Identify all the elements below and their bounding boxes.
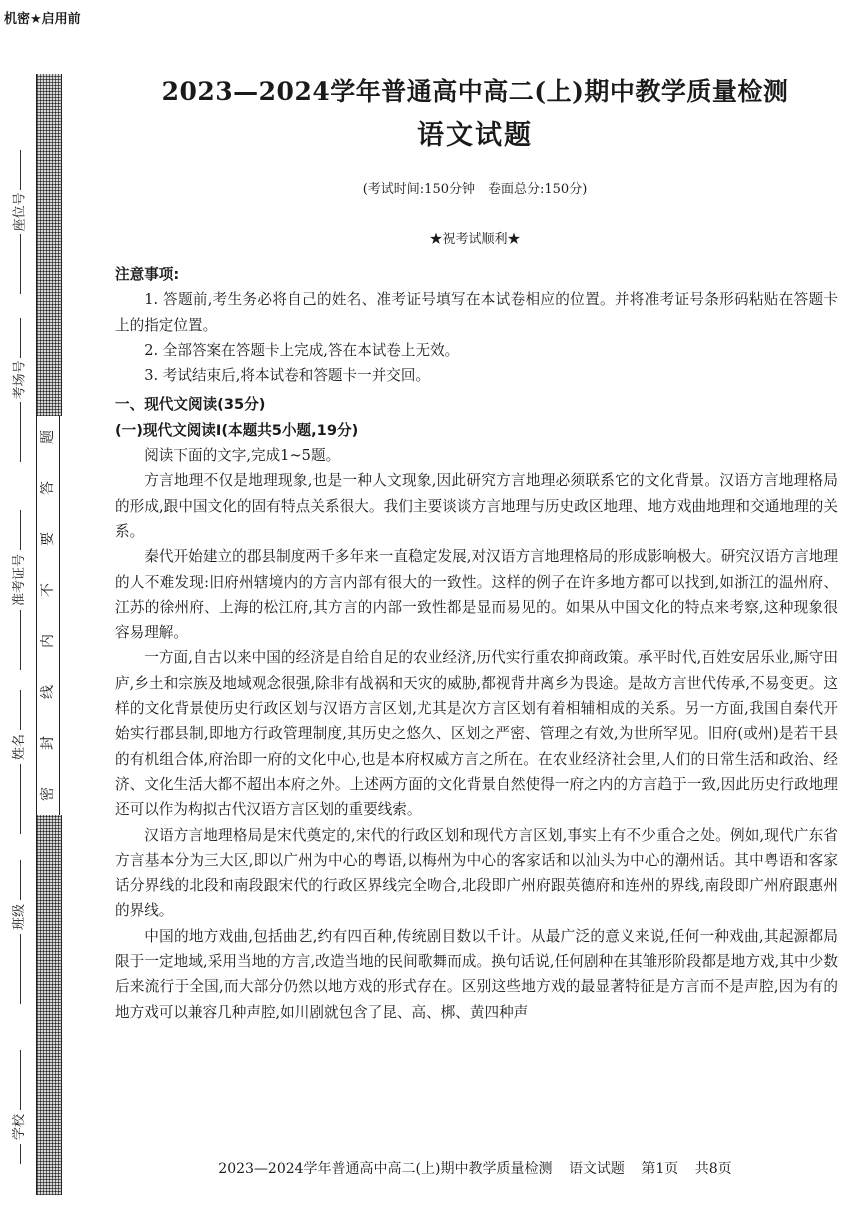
passage-paragraph: 方言地理不仅是地理现象,也是一种人文现象,因此研究方言地理必须联系它的文化背景。汉语方言地理格局的形成,跟中国文化的固有特点关系很大。我们主要谈谈方言地理与历史政区地理、地方戏曲地理和交通地理的关系。 [115,472,838,540]
passage-paragraph: 中国的地方戏曲,包括曲艺,约有四百种,传统剧目数以千计。从最广泛的意义来说,任何一种戏曲,其起源都局限于一定地域,采用当地的方言,改造当地的民间歌舞而成。换句话说,任何剧种在其雏形阶段都是地方戏,其中少数后来流行于全国,而大部分仍然以地方戏的形式存在。区别这些地方戏的最显著特征是方言而不是声腔,因为有的地方戏可以兼容几种声腔,如川剧就包含了昆、高、梆、黄四种声 [115,927,838,1021]
seal-char: 答 [40,481,56,495]
name-field [12,690,28,834]
footer-total: 共8页 [694,1161,732,1177]
sub-section-title: (一)现代文阅读Ⅰ(本题共5小题,19分) [115,421,359,439]
exam-title: 2023—2024学年普通高中高二(上)期中教学质量检测 [161,77,789,106]
seal-line-box [36,416,60,815]
seal-char: 题 [40,430,56,444]
exam-content [115,262,838,1025]
passage-paragraph: 汉语方言地理格局是宋代奠定的,宋代的行政区划和现代方言区划,事实上有不少重合之处。例如,现代广东省方言基本分为三大区,即以广州为中心的粤语,以梅州为中心的客家话和以汕头为中心的潮州话。其中粤语和客家话分界线的北段和南段跟宋代的行政区界线完全吻合,北段即广州府跟英德府和连州的界线,南段即广州府跟惠州的界线。 [115,826,838,920]
section-title: 一、现代文阅读(35分) [115,396,266,414]
seat-label: 座位号 [12,192,28,232]
seal-char: 封 [40,736,56,750]
passage-paragraph: 秦代开始建立的郡县制度两千多年来一直稳定发展,对汉语方言地理格局的形成影响极大。研究汉语方言地理的人不难发现:旧府州辖境内的方言内部有很大的一致性。这样的例子在许多地方都可以找到,如浙江的温州府、江苏的徐州府、上海的松江府,其方言的内部一致性都是显而易见的。如果从中国文化的特点来考察,这种现象很容易理解。 [115,548,838,642]
footer-exam-title: 2023—2024学年普通高中高二(上)期中教学质量检测 [218,1161,553,1177]
notice-item: 1. 答题前,考生务必将自己的姓名、准考证号填写在本试卷相应的位置。并将准考证号条形码粘贴在答题卡上的指定位置。 [115,291,838,334]
seal-char: 密 [40,787,56,801]
exam-room-field [12,318,28,462]
class-label: 班级 [12,903,28,931]
seat-field [12,150,28,294]
seal-char: 要 [40,532,56,546]
footer-page: 第1页 [641,1161,679,1177]
confidential-label: 机密★启用前 [4,12,81,27]
school-field [12,1050,28,1164]
exam-room-label: 考场号 [12,360,28,400]
name-label: 姓名 [12,733,28,761]
good-luck-line: ★祝考试顺利★ [429,232,521,247]
seal-char: 线 [40,685,56,699]
subject-title: 语文试题 [417,120,533,151]
page-footer [110,1158,840,1178]
notice-item: 3. 考试结束后,将本试卷和答题卡一并交回。 [144,367,431,385]
passage-paragraph: 一方面,自古以来中国的经济是自给自足的农业经济,历代实行重农抑商政策。承平时代,百姓安居乐业,厮守田庐,乡土和宗族及地域观念很强,除非有战祸和天灾的威胁,都视背井离乡为畏途。是故方言世代传承,不易变更。这样的文化背景使历史行政区划与汉语方言区划,尤其是次方言区划有着相辅相成的关系。另一方面,我国自秦代开始实行郡县制,即地方行政管理制度,其历史之悠久、区划之严密、管理之有效,为世所罕见。旧府(或州)是若干县的有机组合体,府治即一府的文化中心,也是本府权威方言之所在。在农业经济社会里,人们的日常生活和政治、经济、文化生活大都不超出本府之外。上述两方面的文化背景自然使得一府之内的方言趋于一致,因此历史行政地理还可以作为构拟古代汉语方言区划的重要线索。 [115,649,838,819]
notice-item: 2. 全部答案在答题卡上完成,答在本试卷上无效。 [144,341,460,359]
class-field [12,860,28,1004]
footer-subject: 语文试题 [568,1161,625,1177]
ticket-label: 准考证号 [12,553,28,607]
binding-hatch-bottom [36,815,62,1195]
ticket-field [12,510,28,670]
reading-instruction: 阅读下面的文字,完成1~5题。 [144,447,341,465]
seal-char: 不 [40,583,56,597]
seal-char: 内 [40,634,56,648]
school-label: 学校 [12,1113,28,1141]
exam-info: (考试时间:150分钟 卷面总分:150分) [362,182,588,197]
notice-title: 注意事项: [115,266,180,283]
